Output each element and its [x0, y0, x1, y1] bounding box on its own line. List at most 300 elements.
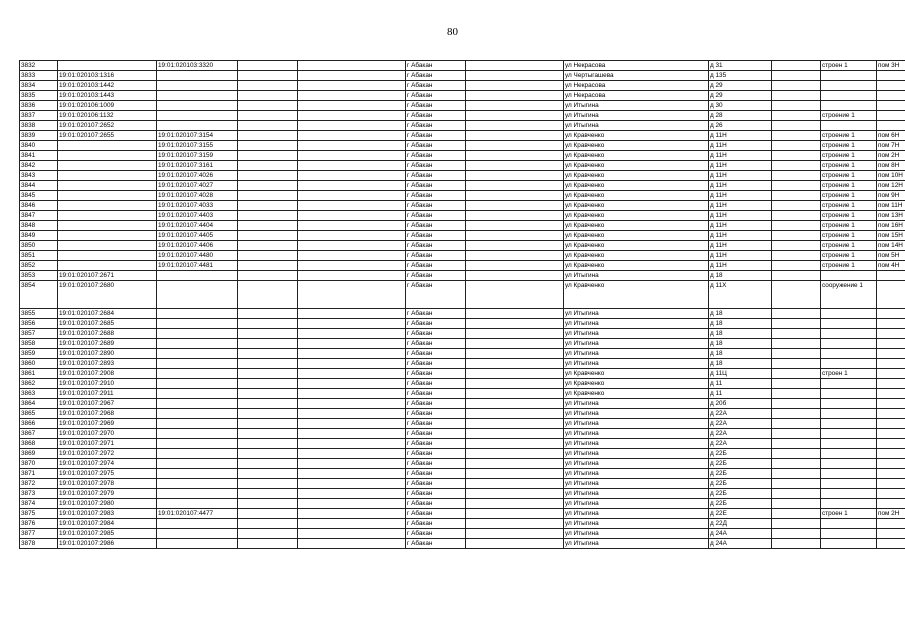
empty-cell: [772, 71, 821, 81]
house-cell: д 11Н: [709, 161, 772, 171]
empty-cell: [772, 271, 821, 281]
house-cell: д 22А: [709, 409, 772, 419]
table-row: [20, 399, 905, 409]
empty-cell: [298, 211, 406, 221]
street-cell: ул Кравченко: [564, 389, 709, 399]
building-cell: строение 1: [821, 231, 877, 241]
premises-cell: [877, 439, 905, 449]
empty-cell: [238, 309, 298, 319]
empty-cell: [298, 81, 406, 91]
empty-cell: [238, 349, 298, 359]
city-cell: г Абакан: [406, 141, 466, 151]
empty-cell: [238, 489, 298, 499]
premises-cadastral-number-cell: [157, 369, 238, 379]
building-cell: [821, 499, 877, 509]
premises-cell: [877, 449, 905, 459]
row-number-cell: 3876: [20, 519, 58, 529]
empty-cell: [772, 329, 821, 339]
empty-cell: [466, 309, 564, 319]
premises-cell: пом 13Н: [877, 211, 905, 221]
premises-cadastral-number-cell: 19:01:020107:4026: [157, 171, 238, 181]
empty-cell: [238, 121, 298, 131]
table-row: [20, 349, 905, 359]
empty-cell: [238, 111, 298, 121]
premises-cadastral-number-cell: [157, 271, 238, 281]
house-cell: д 11Н: [709, 211, 772, 221]
building-cell: строен 1: [821, 61, 877, 71]
city-cell: г Абакан: [406, 151, 466, 161]
street-cell: ул Кравченко: [564, 369, 709, 379]
city-cell: г Абакан: [406, 111, 466, 121]
premises-cadastral-number-cell: 19:01:020107:4404: [157, 221, 238, 231]
empty-cell: [772, 181, 821, 191]
street-cell: ул Кравченко: [564, 221, 709, 231]
empty-cell: [238, 101, 298, 111]
premises-cadastral-number-cell: [157, 469, 238, 479]
empty-cell: [298, 91, 406, 101]
street-cell: ул Итыгина: [564, 399, 709, 409]
empty-cell: [298, 479, 406, 489]
row-number-cell: 3869: [20, 449, 58, 459]
table-row: [20, 499, 905, 509]
cadastral-number-cell: 19:01:020107:2968: [58, 409, 157, 419]
empty-cell: [298, 499, 406, 509]
empty-cell: [466, 429, 564, 439]
empty-cell: [298, 509, 406, 519]
row-number-cell: 3843: [20, 171, 58, 181]
empty-cell: [772, 211, 821, 221]
empty-cell: [466, 131, 564, 141]
building-cell: [821, 71, 877, 81]
city-cell: г Абакан: [406, 81, 466, 91]
empty-cell: [238, 181, 298, 191]
premises-cell: [877, 329, 905, 339]
empty-cell: [772, 81, 821, 91]
row-number-cell: 3877: [20, 529, 58, 539]
row-number-cell: 3856: [20, 319, 58, 329]
cadastral-number-cell: 19:01:020107:2655: [58, 131, 157, 141]
empty-cell: [466, 91, 564, 101]
empty-cell: [772, 121, 821, 131]
empty-cell: [772, 61, 821, 71]
city-cell: г Абакан: [406, 479, 466, 489]
table-row: [20, 319, 905, 329]
house-cell: д 11: [709, 389, 772, 399]
empty-cell: [298, 121, 406, 131]
building-cell: строен 1: [821, 509, 877, 519]
city-cell: г Абакан: [406, 221, 466, 231]
building-cell: [821, 449, 877, 459]
house-cell: д 22А: [709, 439, 772, 449]
street-cell: ул Кравченко: [564, 231, 709, 241]
premises-cell: пом 9Н: [877, 191, 905, 201]
street-cell: ул Кравченко: [564, 191, 709, 201]
house-cell: д 22Б: [709, 489, 772, 499]
table-row: [20, 181, 905, 191]
premises-cadastral-number-cell: 19:01:020107:4028: [157, 191, 238, 201]
empty-cell: [466, 111, 564, 121]
building-cell: [821, 101, 877, 111]
row-number-cell: 3875: [20, 509, 58, 519]
building-cell: [821, 429, 877, 439]
cadastral-number-cell: [58, 171, 157, 181]
street-cell: ул Кравченко: [564, 151, 709, 161]
street-cell: ул Итыгина: [564, 439, 709, 449]
table-row: [20, 201, 905, 211]
table-row: [20, 211, 905, 221]
street-cell: ул Кравченко: [564, 201, 709, 211]
empty-cell: [298, 469, 406, 479]
empty-cell: [238, 61, 298, 71]
city-cell: г Абакан: [406, 251, 466, 261]
street-cell: ул Итыгина: [564, 509, 709, 519]
empty-cell: [298, 61, 406, 71]
table-row: [20, 61, 905, 71]
cadastral-number-cell: 19:01:020107:2908: [58, 369, 157, 379]
city-cell: г Абакан: [406, 181, 466, 191]
empty-cell: [238, 191, 298, 201]
empty-cell: [298, 359, 406, 369]
row-number-cell: 3855: [20, 309, 58, 319]
empty-cell: [298, 261, 406, 271]
empty-cell: [298, 191, 406, 201]
empty-cell: [238, 71, 298, 81]
empty-cell: [238, 449, 298, 459]
premises-cell: пом 8Н: [877, 161, 905, 171]
street-cell: ул Кравченко: [564, 171, 709, 181]
street-cell: ул Кравченко: [564, 251, 709, 261]
cadastral-number-cell: 19:01:020107:2967: [58, 399, 157, 409]
empty-cell: [772, 349, 821, 359]
premises-cadastral-number-cell: 19:01:020107:3159: [157, 151, 238, 161]
premises-cell: пом 6Н: [877, 131, 905, 141]
empty-cell: [772, 241, 821, 251]
cadastral-number-cell: 19:01:020107:2910: [58, 379, 157, 389]
registry-table: [19, 60, 905, 549]
empty-cell: [466, 489, 564, 499]
premises-cadastral-number-cell: [157, 389, 238, 399]
building-cell: строение 1: [821, 181, 877, 191]
table-row: [20, 489, 905, 499]
city-cell: г Абакан: [406, 419, 466, 429]
empty-cell: [466, 539, 564, 549]
empty-cell: [772, 389, 821, 399]
table-row: [20, 309, 905, 319]
empty-cell: [466, 479, 564, 489]
premises-cadastral-number-cell: [157, 349, 238, 359]
empty-cell: [238, 399, 298, 409]
row-number-cell: 3851: [20, 251, 58, 261]
cadastral-number-cell: [58, 231, 157, 241]
city-cell: г Абакан: [406, 339, 466, 349]
city-cell: г Абакан: [406, 349, 466, 359]
street-cell: ул Итыгина: [564, 539, 709, 549]
premises-cadastral-number-cell: 19:01:020103:3320: [157, 61, 238, 71]
street-cell: ул Кравченко: [564, 241, 709, 251]
table-row: [20, 221, 905, 231]
row-number-cell: 3849: [20, 231, 58, 241]
street-cell: ул Кравченко: [564, 181, 709, 191]
empty-cell: [298, 171, 406, 181]
house-cell: д 22Б: [709, 499, 772, 509]
building-cell: [821, 81, 877, 91]
empty-cell: [238, 319, 298, 329]
empty-cell: [466, 319, 564, 329]
street-cell: ул Итыгина: [564, 349, 709, 359]
empty-cell: [238, 151, 298, 161]
building-cell: строение 1: [821, 151, 877, 161]
cadastral-number-cell: 19:01:020107:2890: [58, 349, 157, 359]
cadastral-number-cell: [58, 241, 157, 251]
table-row: [20, 479, 905, 489]
building-cell: [821, 319, 877, 329]
city-cell: г Абакан: [406, 469, 466, 479]
building-cell: строение 1: [821, 201, 877, 211]
premises-cell: пом 2Н: [877, 151, 905, 161]
empty-cell: [238, 201, 298, 211]
house-cell: д 26: [709, 121, 772, 131]
city-cell: г Абакан: [406, 489, 466, 499]
premises-cadastral-number-cell: [157, 121, 238, 131]
city-cell: г Абакан: [406, 261, 466, 271]
empty-cell: [772, 509, 821, 519]
house-cell: д 11Н: [709, 141, 772, 151]
building-cell: [821, 309, 877, 319]
empty-cell: [466, 419, 564, 429]
empty-cell: [298, 181, 406, 191]
empty-cell: [298, 429, 406, 439]
cadastral-number-cell: 19:01:020107:2684: [58, 309, 157, 319]
house-cell: д 24А: [709, 539, 772, 549]
row-number-cell: 3861: [20, 369, 58, 379]
table-row: [20, 529, 905, 539]
house-cell: д 22Е: [709, 509, 772, 519]
city-cell: г Абакан: [406, 101, 466, 111]
premises-cadastral-number-cell: [157, 71, 238, 81]
cadastral-number-cell: 19:01:020107:2975: [58, 469, 157, 479]
premises-cell: [877, 91, 905, 101]
table-row: [20, 329, 905, 339]
empty-cell: [466, 81, 564, 91]
row-number-cell: 3860: [20, 359, 58, 369]
premises-cell: [877, 101, 905, 111]
empty-cell: [238, 359, 298, 369]
table-row: [20, 359, 905, 369]
house-cell: д 135: [709, 71, 772, 81]
empty-cell: [466, 359, 564, 369]
empty-cell: [466, 459, 564, 469]
empty-cell: [238, 409, 298, 419]
row-number-cell: 3853: [20, 271, 58, 281]
row-number-cell: 3867: [20, 429, 58, 439]
premises-cadastral-number-cell: [157, 399, 238, 409]
empty-cell: [466, 469, 564, 479]
empty-cell: [238, 329, 298, 339]
street-cell: ул Итыгина: [564, 429, 709, 439]
premises-cadastral-number-cell: [157, 479, 238, 489]
premises-cadastral-number-cell: 19:01:020107:4481: [157, 261, 238, 271]
table-row: [20, 439, 905, 449]
city-cell: г Абакан: [406, 201, 466, 211]
cadastral-number-cell: 19:01:020107:2980: [58, 499, 157, 509]
house-cell: д 20б: [709, 399, 772, 409]
empty-cell: [298, 309, 406, 319]
empty-cell: [466, 519, 564, 529]
street-cell: ул Некрасова: [564, 61, 709, 71]
premises-cell: [877, 271, 905, 281]
street-cell: ул Кравченко: [564, 281, 709, 309]
house-cell: д 11Х: [709, 281, 772, 309]
street-cell: ул Итыгина: [564, 469, 709, 479]
empty-cell: [238, 171, 298, 181]
table-row: [20, 429, 905, 439]
empty-cell: [772, 191, 821, 201]
row-number-cell: 3854: [20, 281, 58, 309]
empty-cell: [298, 271, 406, 281]
row-number-cell: 3862: [20, 379, 58, 389]
empty-cell: [772, 529, 821, 539]
row-number-cell: 3870: [20, 459, 58, 469]
building-cell: строен 1: [821, 369, 877, 379]
cadastral-number-cell: 19:01:020107:2979: [58, 489, 157, 499]
empty-cell: [772, 449, 821, 459]
premises-cell: [877, 359, 905, 369]
building-cell: [821, 479, 877, 489]
empty-cell: [238, 231, 298, 241]
building-cell: строение 1: [821, 161, 877, 171]
row-number-cell: 3835: [20, 91, 58, 101]
building-cell: [821, 359, 877, 369]
empty-cell: [772, 399, 821, 409]
premises-cell: [877, 499, 905, 509]
street-cell: ул Итыгина: [564, 529, 709, 539]
row-number-cell: 3865: [20, 409, 58, 419]
street-cell: ул Итыгина: [564, 479, 709, 489]
empty-cell: [298, 101, 406, 111]
city-cell: г Абакан: [406, 509, 466, 519]
table-row: [20, 271, 905, 281]
row-number-cell: 3859: [20, 349, 58, 359]
house-cell: д 11Н: [709, 231, 772, 241]
empty-cell: [772, 261, 821, 271]
empty-cell: [466, 499, 564, 509]
empty-cell: [298, 389, 406, 399]
cadastral-number-cell: [58, 151, 157, 161]
cadastral-number-cell: 19:01:020107:2680: [58, 281, 157, 309]
empty-cell: [466, 281, 564, 309]
premises-cell: пом 16Н: [877, 221, 905, 231]
empty-cell: [772, 519, 821, 529]
row-number-cell: 3841: [20, 151, 58, 161]
empty-cell: [466, 241, 564, 251]
building-cell: строение 1: [821, 251, 877, 261]
building-cell: [821, 339, 877, 349]
street-cell: ул Итыгина: [564, 519, 709, 529]
house-cell: д 22Б: [709, 459, 772, 469]
building-cell: [821, 469, 877, 479]
cadastral-number-cell: 19:01:020107:2671: [58, 271, 157, 281]
premises-cell: пом 10Н: [877, 171, 905, 181]
empty-cell: [298, 459, 406, 469]
row-number-cell: 3864: [20, 399, 58, 409]
premises-cell: [877, 339, 905, 349]
street-cell: ул Чертыгашева: [564, 71, 709, 81]
city-cell: г Абакан: [406, 439, 466, 449]
table-row: [20, 389, 905, 399]
empty-cell: [298, 409, 406, 419]
table-row: [20, 519, 905, 529]
house-cell: д 31: [709, 61, 772, 71]
empty-cell: [238, 519, 298, 529]
building-cell: [821, 409, 877, 419]
empty-cell: [772, 419, 821, 429]
row-number-cell: 3834: [20, 81, 58, 91]
empty-cell: [466, 201, 564, 211]
row-number-cell: 3837: [20, 111, 58, 121]
cadastral-number-cell: 19:01:020107:2969: [58, 419, 157, 429]
premises-cell: [877, 529, 905, 539]
premises-cadastral-number-cell: [157, 529, 238, 539]
street-cell: ул Итыгина: [564, 499, 709, 509]
empty-cell: [238, 141, 298, 151]
empty-cell: [772, 101, 821, 111]
house-cell: д 11Н: [709, 251, 772, 261]
building-cell: [821, 439, 877, 449]
empty-cell: [238, 369, 298, 379]
table-row: [20, 459, 905, 469]
page-number: 80: [447, 26, 458, 38]
building-cell: строение 1: [821, 211, 877, 221]
building-cell: [821, 419, 877, 429]
empty-cell: [466, 349, 564, 359]
building-cell: строение 1: [821, 191, 877, 201]
house-cell: д 11Ц: [709, 369, 772, 379]
house-cell: д 18: [709, 309, 772, 319]
city-cell: г Абакан: [406, 241, 466, 251]
building-cell: [821, 379, 877, 389]
empty-cell: [298, 151, 406, 161]
premises-cell: [877, 309, 905, 319]
premises-cadastral-number-cell: 19:01:020107:3154: [157, 131, 238, 141]
empty-cell: [238, 509, 298, 519]
premises-cadastral-number-cell: [157, 281, 238, 309]
street-cell: ул Итыгина: [564, 409, 709, 419]
premises-cell: пом 11Н: [877, 201, 905, 211]
empty-cell: [238, 469, 298, 479]
cadastral-number-cell: 19:01:020107:2978: [58, 479, 157, 489]
row-number-cell: 3839: [20, 131, 58, 141]
cadastral-number-cell: [58, 261, 157, 271]
house-cell: д 29: [709, 91, 772, 101]
table-row: [20, 161, 905, 171]
premises-cell: пом 5Н: [877, 251, 905, 261]
street-cell: ул Кравченко: [564, 261, 709, 271]
house-cell: д 18: [709, 319, 772, 329]
cadastral-number-cell: 19:01:020103:1443: [58, 91, 157, 101]
premises-cadastral-number-cell: [157, 329, 238, 339]
empty-cell: [466, 379, 564, 389]
empty-cell: [772, 201, 821, 211]
premises-cadastral-number-cell: [157, 379, 238, 389]
premises-cell: [877, 539, 905, 549]
empty-cell: [466, 191, 564, 201]
row-number-cell: 3836: [20, 101, 58, 111]
empty-cell: [466, 399, 564, 409]
city-cell: г Абакан: [406, 369, 466, 379]
house-cell: д 11Н: [709, 241, 772, 251]
street-cell: ул Кравченко: [564, 141, 709, 151]
building-cell: строение 1: [821, 261, 877, 271]
